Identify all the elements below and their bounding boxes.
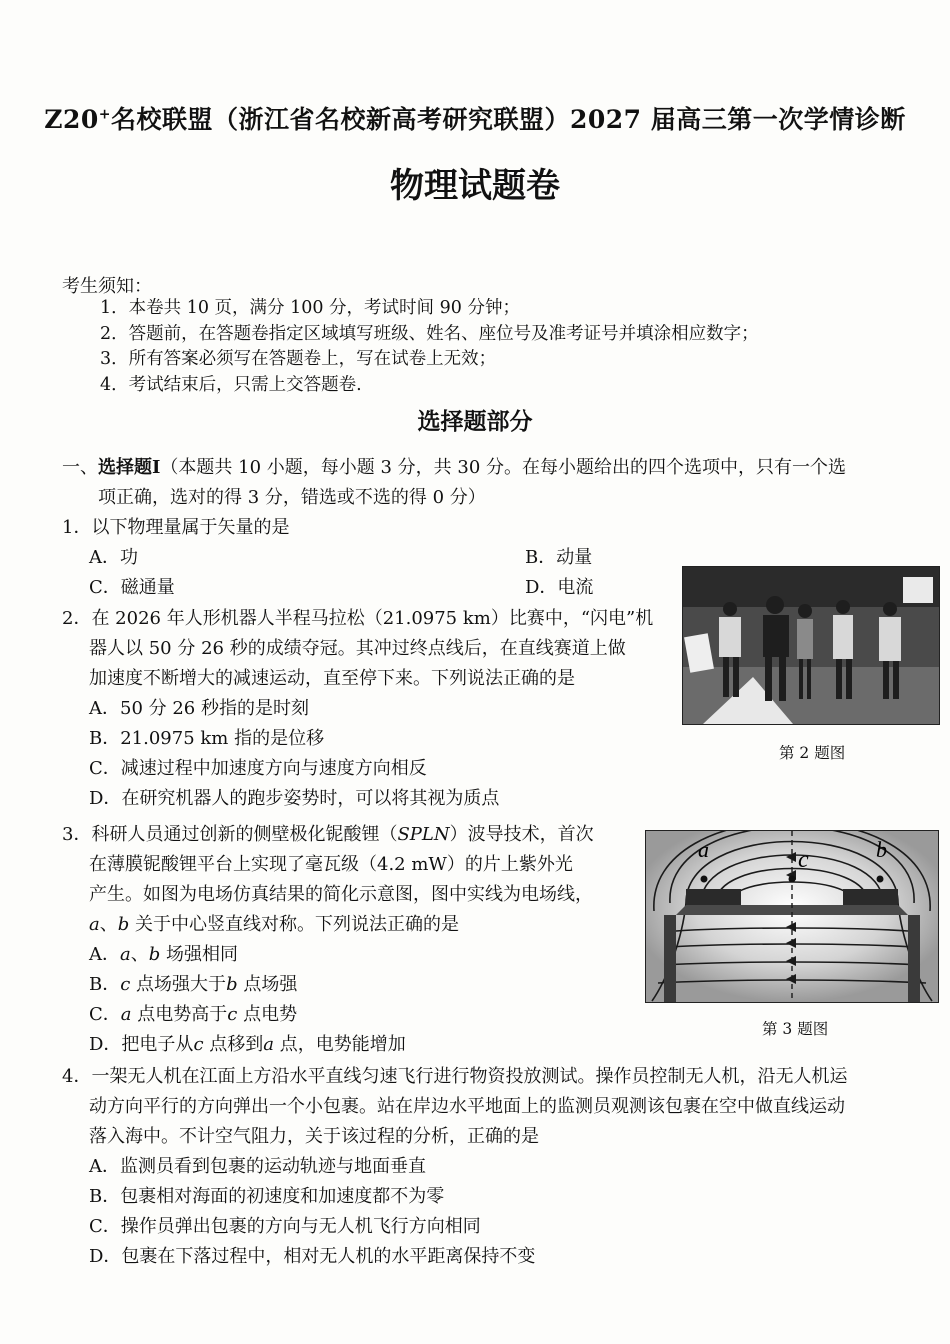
question-3 bbox=[62, 820, 642, 1060]
field-label-b: b bbox=[876, 837, 887, 862]
question-4 bbox=[62, 1062, 942, 1272]
q3-stem-line: a、b 关于中心竖直线对称。下列说法正确的是 bbox=[89, 914, 459, 935]
exam-title: Z20+名校联盟（浙江省名校新高考研究联盟）2027 届高三第一次学情诊断 bbox=[44, 105, 906, 134]
q4-option-b: B．包裹相对海面的初速度和加速度都不为零 bbox=[89, 1186, 445, 1207]
q3-stem-line: 产生。如图为电场仿真结果的简化示意图，图中实线为电场线， bbox=[89, 884, 593, 905]
q2-robot-race-photo bbox=[682, 566, 940, 725]
q2-stem-line: 2．在 2026 年人形机器人半程马拉松（21.0975 km）比赛中，“闪电”机 bbox=[62, 608, 654, 629]
notice-list bbox=[100, 296, 759, 398]
q2-option-d: D．在研究机器人的跑步姿势时，可以将其视为质点 bbox=[89, 788, 500, 809]
notice-item: 1．本卷共 10 页，满分 100 分，考试时间 90 分钟； bbox=[100, 298, 520, 318]
question-1 bbox=[62, 513, 662, 603]
q2-option-a: A．50 分 26 秒指的是时刻 bbox=[89, 698, 309, 719]
q4-stem-line: 落入海中。不计空气阻力，关于该过程的分析，正确的是 bbox=[89, 1126, 539, 1147]
q1-option-c: C．磁通量 bbox=[89, 577, 175, 598]
q1-option-a: A．功 bbox=[89, 547, 138, 568]
section-title: 选择题部分 bbox=[417, 408, 533, 435]
q3-option-a: A．a、b 场强相同 bbox=[89, 944, 238, 965]
q2-option-c: C．减速过程中加速度方向与速度方向相反 bbox=[89, 758, 427, 779]
q4-option-c: C．操作员弹出包裹的方向与无人机飞行方向相同 bbox=[89, 1216, 481, 1237]
q3-option-b: B．c 点场强大于b 点场强 bbox=[89, 974, 298, 995]
q2-option-b: B．21.0975 km 指的是位移 bbox=[89, 728, 325, 749]
q3-figure-caption: 第 3 题图 bbox=[762, 1020, 829, 1038]
q2-stem-line: 器人以 50 分 26 秒的成绩夺冠。其冲过终点线后，在直线赛道上做 bbox=[89, 638, 626, 659]
q4-option-d: D．包裹在下落过程中，相对无人机的水平距离保持不变 bbox=[89, 1246, 536, 1267]
q4-stem-line: 4．一架无人机在江面上方沿水平直线匀速飞行进行物资投放测试。操作员控制无人机，沿无人机运 bbox=[62, 1066, 848, 1087]
notice-item: 4．考试结束后，只需上交答题卷. bbox=[100, 374, 362, 395]
q3-electric-field-diagram bbox=[645, 830, 939, 1003]
q1-option-b: B．动量 bbox=[525, 547, 593, 568]
q2-stem-line: 加速度不断增大的减速运动，直至停下来。下列说法正确的是 bbox=[89, 668, 575, 689]
question-2 bbox=[62, 604, 672, 814]
part1-instructions: 一、选择题Ⅰ（本题共 10 小题，每小题 3 分，共 30 分。在每小题给出的四个选项中，只有一个选 项正确，选对的得 3 分，错选或不选的得 0 分） bbox=[62, 457, 847, 508]
q3-option-c: C．a 点电势高于c 点电势 bbox=[89, 1004, 298, 1025]
q2-figure-caption: 第 2 题图 bbox=[779, 744, 846, 762]
q4-option-a: A．监测员看到包裹的运动轨迹与地面垂直 bbox=[89, 1156, 426, 1177]
notice-item: 3．所有答案必须写在答题卷上，写在试卷上无效； bbox=[100, 349, 497, 369]
notice-item: 2．答题前，在答题卷指定区域填写班级、姓名、座位号及准考证号并填涂相应数字； bbox=[100, 323, 759, 344]
q3-stem-line: 在薄膜铌酸锂平台上实现了毫瓦级（4.2 mW）的片上紫外光 bbox=[89, 854, 573, 875]
q1-stem: 1．以下物理量属于矢量的是 bbox=[62, 517, 290, 538]
q3-stem-line: 3．科研人员通过创新的侧壁极化铌酸锂（SPLN）波导技术，首次 bbox=[62, 824, 594, 845]
field-label-c: c bbox=[798, 847, 809, 873]
field-label-a: a bbox=[698, 837, 709, 862]
q1-option-d: D．电流 bbox=[525, 577, 594, 598]
q3-option-d: D．把电子从c 点移到a 点，电势能增加 bbox=[89, 1034, 406, 1055]
notice-heading: 考生须知： bbox=[62, 276, 152, 297]
q4-stem-line: 动方向平行的方向弹出一个小包裹。站在岸边水平地面上的监测员观测该包裹在空中做直线运动 bbox=[89, 1096, 845, 1117]
exam-subtitle: 物理试题卷 bbox=[390, 166, 560, 206]
